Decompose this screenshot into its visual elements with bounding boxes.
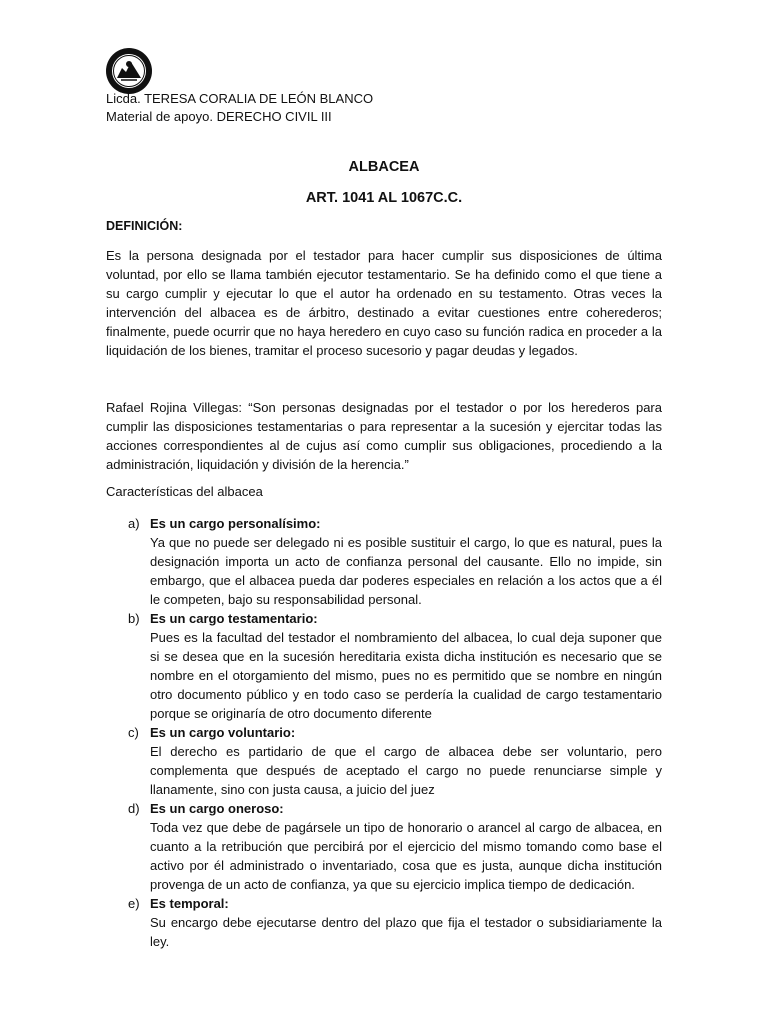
list-marker: b) <box>128 611 140 626</box>
list-item-body: Pues es la facultad del testador el nombramiento del albacea, lo cual deja suponer que si se desea que en la sucesión hereditaria exista dicha institución es necesario que se nombre en el otorgamiento del mismo, pues no es permitido que se nombre en ningún otro documento público y en todo caso se perdería la cualidad de cargo testamentario porque se originaría de otro documento diferente <box>150 630 662 721</box>
list-item-body: Toda vez que debe de pagársele un tipo de honorario o arancel al cargo de albacea, en cuanto a la retribución que percibirá por el ejercicio del mismo tomando como base el activo por él administrado o inventariado, cosa que es justa, aunque dicha institución provenga de un acto de confianza, ya que su ejercicio implica tiempo de dedicación. <box>150 820 662 892</box>
list-item <box>106 514 662 609</box>
quote-paragraph: Rafael Rojina Villegas: “Son personas designadas por el testador o por los herederos para cumplir las disposiciones testamentarias o para representar a la sucesión y ejercitar todas las acciones correspondientes al de cujus así como cumplir sus obligaciones, procediendo a la administración, liquidación y división de la herencia.” <box>106 400 662 472</box>
author-line: Licda. TERESA CORALIA DE LEÓN BLANCO <box>106 91 374 106</box>
university-seal-icon <box>105 47 153 95</box>
list-marker: e) <box>128 896 140 911</box>
document-subtitle: ART. 1041 AL 1067C.C. <box>305 190 463 206</box>
list-item-title: Es un cargo testamentario: <box>150 611 318 626</box>
list-item <box>106 609 662 723</box>
list-item-body: Su encargo debe ejecutarse dentro del plazo que fija el testador o subsidiariamente la ley. <box>150 915 662 949</box>
characteristics-list <box>106 514 662 951</box>
document-header <box>106 90 373 126</box>
list-item-title: Es temporal: <box>150 896 229 911</box>
list-marker: d) <box>128 801 140 816</box>
list-marker: c) <box>128 725 139 740</box>
list-item-body: El derecho es partidario de que el cargo de albacea debe ser voluntario, pero complementa que después de aceptado el cargo no puede renunciarse simple y llanamente, sino con justa causa, a juicio del juez <box>150 744 662 797</box>
definition-paragraph: Es la persona designada por el testador para hacer cumplir sus disposiciones de última voluntad, por ello se llama también ejecutor testamentario. Se ha definido como el que tiene a su cargo cumplir y ejecutar lo que el autor ha ordenado en su testamento. Otras veces la intervención del albacea es de árbitro, destinado a evitar cuestiones entre coherederos; finalmente, puede ocurrir que no haya heredero en cuyo caso su función radica en proceder a la liquidación de los bienes, tramitar el proceso sucesorio y pagar deudas y legados. <box>106 248 662 358</box>
definition-heading: DEFINICIÓN: <box>106 219 183 233</box>
characteristics-heading: Características del albacea <box>106 484 263 499</box>
list-item <box>106 723 662 799</box>
list-item <box>106 894 662 951</box>
document-title: ALBACEA <box>348 159 420 175</box>
list-item-body: Ya que no puede ser delegado ni es posible sustituir el cargo, lo que es natural, pues la designación importa un acto de confianza personal del causante. Ello no impide, sin embargo, que el albacea pueda dar poderes especiales en relación a los actos que a él le competen, bajo su responsabilidad personal. <box>150 535 662 607</box>
list-marker: a) <box>128 516 140 531</box>
list-item-title: Es un cargo oneroso: <box>150 801 284 816</box>
list-item-title: Es un cargo voluntario: <box>150 725 296 740</box>
course-line: Material de apoyo. DERECHO CIVIL III <box>106 109 332 124</box>
list-item-title: Es un cargo personalísimo: <box>150 516 321 531</box>
list-item <box>106 799 662 894</box>
